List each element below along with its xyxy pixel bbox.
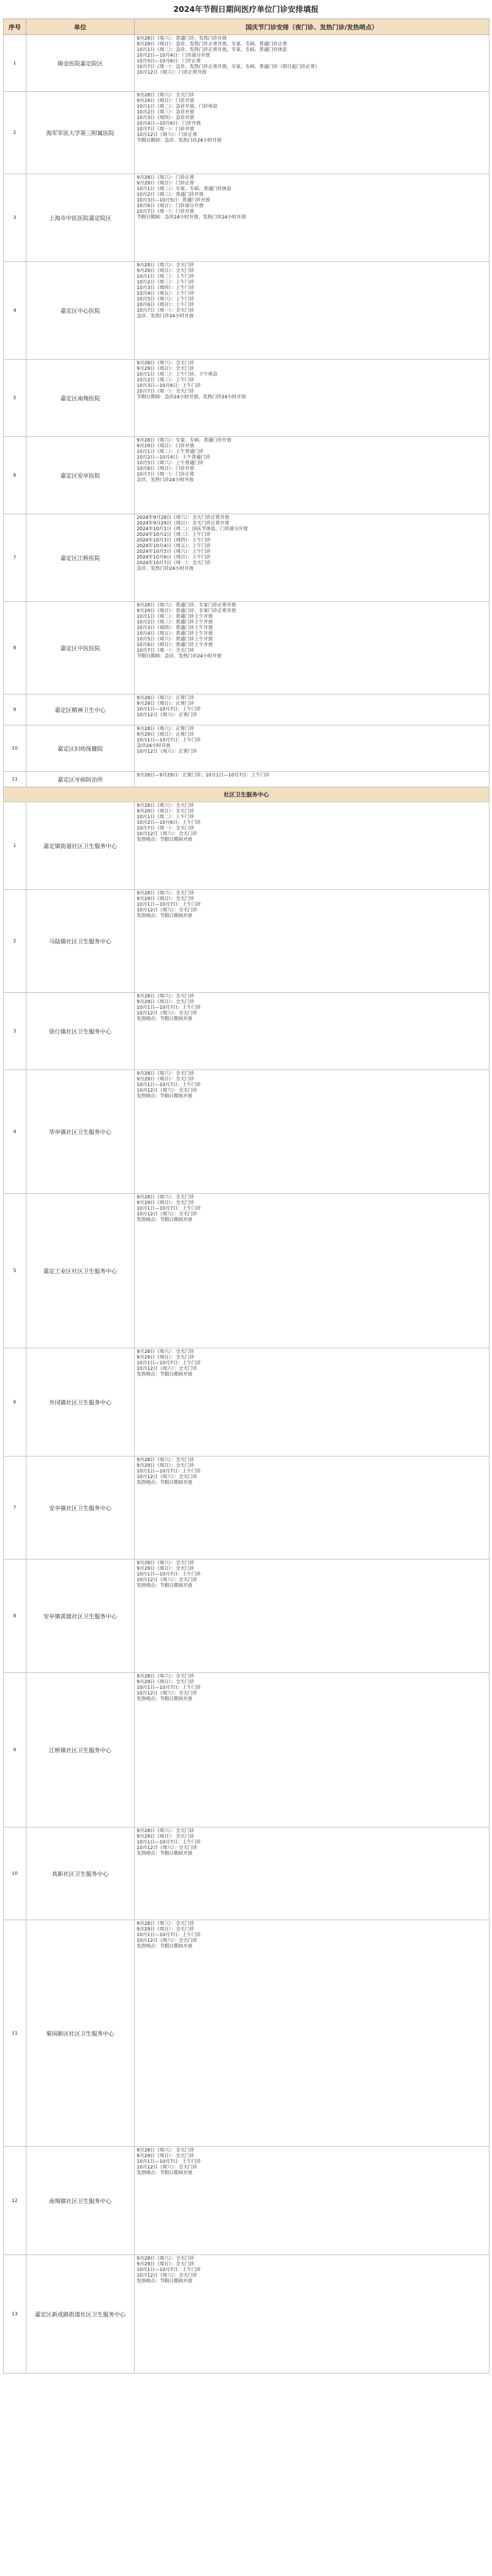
section-row (4, 787, 489, 802)
schedule-text: 9月28日（周六）：全天门诊 9月29日（周日）：全天门诊 10月1日—10月7日：上午门诊 10月12日（周六）：全天门诊 发热哨点：节假日期间开放 (135, 993, 489, 1070)
unit-name: 瑞金医院嘉定院区 (26, 35, 135, 92)
unit-name: 上海市中医医院嘉定院区 (26, 174, 135, 262)
table-row (4, 2147, 489, 2255)
table-row (4, 1673, 489, 1827)
row-index: 8 (4, 602, 26, 694)
schedule-text: 2024年9月28日（周六）：全天门诊正常开放 2024年9月29日（周日）：全天门诊正常开放 2024年10月1日（周二）：国庆节休息，门诊部分开放 2024年10月2日（周三）：上午门诊 2024年10月3日（周四）：上午门诊 2024年10月4日（周五）：上午门诊 2024年10月5日（周六）：上午门诊 2024年10月6日（周日）：上午门诊 2024年10月7日（周一）：全天门诊 急诊、发热门诊24小时开放 (135, 514, 489, 602)
row-index: 10 (4, 725, 26, 772)
header-index: 序号 (4, 19, 26, 35)
table-row (4, 1070, 489, 1194)
unit-name: 嘉定区中医医院 (26, 602, 135, 694)
header-row (4, 19, 489, 35)
header-schedule: 国庆节门诊安排（夜门诊、发热门诊/发热哨点） (135, 19, 489, 35)
unit-name: 真新社区卫生服务中心 (26, 1827, 135, 1920)
table-row (4, 1456, 489, 1560)
table-row (4, 890, 489, 993)
schedule-text: 9月28日（周六）：全天门诊 9月29日（周日）：全天门诊 10月1日—10月7日：上午门诊 10月12日（周六）：全天门诊 发热哨点：节假日期间开放 (135, 1348, 489, 1456)
row-index: 1 (4, 35, 26, 92)
unit-name: 嘉定区精神卫生中心 (26, 694, 135, 725)
schedule-table (3, 19, 489, 2374)
schedule-text: 9月28日（周六）：全天门诊 9月29日（周日）：全天门诊 10月1日—10月7日：上午门诊 10月12日（周六）：全天门诊 发热哨点：节假日期间开放 (135, 1827, 489, 1920)
unit-name: 嘉定区安亭医院 (26, 437, 135, 514)
table-row (4, 1348, 489, 1456)
row-index: 4 (4, 262, 26, 360)
table-row (4, 437, 489, 514)
schedule-text: 9月28日（周六）：全天门诊 9月29日（周日）：全天门诊 10月1日—10月7日：上午门诊 10月12日（周六）：全天门诊 发热哨点：节假日期间开放 (135, 1194, 489, 1348)
table-row (4, 514, 489, 602)
schedule-text: 9月28日（周六）：普通门诊、专家门诊正常开放 9月29日（周日）：普通门诊、专家门诊正常开放 10月1日（周二）：普通门诊上午开放 10月2日（周三）：普通门诊上午开放 10月3日（周四）：普通门诊上午开放 10月4日（周五）：普通门诊上午开放 10月5日（周六）：普通门诊上午开放 10月6日（周日）：普通门诊上午开放 10月7日（周一）：全天门诊 节假日期间：急诊、发热门诊24小时开放 (135, 602, 489, 694)
row-index: 7 (4, 1456, 26, 1560)
schedule-text: 9月28日（周六）：全天门诊 9月29日（周日）：全天门诊 10月1日（周二）：上午门诊 10月2日（周三）：上午门诊 10月3日（周四）：上午门诊 10月4日（周五）：上午门诊 10月5日（周六）：上午门诊 10月6日（周日）：上午门诊 10月7日（周一）：全天门诊 急诊、发热门诊24小时开放 (135, 262, 489, 360)
schedule-text: 9月28日（周六）：全天门诊 9月29日（周日）：全天门诊 10月1日—10月7日：上午门诊 10月12日（周六）：全天门诊 发热哨点：节假日期间开放 (135, 1920, 489, 2147)
row-index: 10 (4, 1827, 26, 1920)
unit-name: 安亭镇黄渡社区卫生服务中心 (26, 1560, 135, 1673)
table-row (4, 802, 489, 890)
unit-name: 嘉定区中心医院 (26, 262, 135, 360)
unit-name: 嘉定区妇幼保健院 (26, 725, 135, 772)
row-index: 11 (4, 1920, 26, 2147)
schedule-text: 9月28日（周六）：正常门诊 9月29日（周日）：正常门诊 10月1日—10月7日：上午门诊 急诊24小时开放 10月12日（周六）：正常门诊 (135, 725, 489, 772)
schedule-text: 9月28日（周六）：全天门诊 9月29日（周日）：全天门诊 10月1日—10月7日：上午门诊 10月12日（周六）：全天门诊 发热哨点：节假日期间开放 (135, 890, 489, 993)
row-index: 6 (4, 437, 26, 514)
unit-name: 海军军医大学第三附属医院 (26, 92, 135, 174)
schedule-text: 9月28日（周六）：专家、专病、普通门诊开放 9月29日（周日）：门诊开放 10月1日（周二）：上午普通门诊 10月2日—10月4日：上午普通门诊 10月5日（周六）：上午普通门诊 10月6日（周日）：门诊开放 10月7日（周一）：门诊正常 急诊、发热门诊24小时开放 (135, 437, 489, 514)
unit-name: 菊园新区社区卫生服务中心 (26, 1920, 135, 2147)
schedule-text: 9月28日—9月29日：正常门诊；10月1日—10月7日：上午门诊 (135, 772, 489, 787)
schedule-text: 9月28日（周六）：全天门诊 9月29日（周日）：全天门诊 10月1日（周二）：上午门诊 10月2日—10月6日：上午门诊 10月7日（周一）：全天门诊 10月12日（周六）：全天门诊 发热哨点：节假日期间开放 (135, 802, 489, 890)
schedule-text: 9月28日（周六）：全天门诊 9月29日（周日）：全天门诊 10月1日—10月7日：上午门诊 10月12日（周六）：全天门诊 发热哨点：节假日期间开放 (135, 1673, 489, 1827)
row-index: 1 (4, 802, 26, 890)
table-row (4, 174, 489, 262)
row-index: 4 (4, 1070, 26, 1194)
row-index: 3 (4, 993, 26, 1070)
unit-name: 南翔镇社区卫生服务中心 (26, 2147, 135, 2255)
schedule-text: 9月28日（周六）：全天门诊 9月29日（周日）：全天门诊 10月1日—10月7日：上午门诊 10月12日（周六）：全天门诊 发热哨点：节假日期间开放 (135, 1560, 489, 1673)
unit-name: 马陆镇社区卫生服务中心 (26, 890, 135, 993)
page-title: 2024年节假日期间医疗单位门诊安排填报 (173, 5, 319, 14)
table-row (4, 1194, 489, 1348)
row-index: 9 (4, 1673, 26, 1827)
schedule-text: 9月28日（周六）：全天门诊 9月29日（周日）：全天门诊 10月1日—10月7日：上午门诊 10月12日（周六）：全天门诊 发热哨点：节假日期间开放 (135, 1456, 489, 1560)
row-index: 8 (4, 1560, 26, 1673)
schedule-text: 9月28日（周六）：全天门诊 9月29日（周日）：全天门诊 10月1日—10月7日：上午门诊 10月12日（周六）：全天门诊 发热哨点：节假日期间开放 (135, 1070, 489, 1194)
unit-name: 外冈镇社区卫生服务中心 (26, 1348, 135, 1456)
schedule-text: 9月28日（周六）：全天门诊 9月29日（周日）：门诊开放 10月1日（周二）：急诊开放，门诊休息 10月2日（周三）：急诊开放 10月3日（周四）：急诊开放 10月4日—10月6日：门诊开放 10月7日（周一）：门诊开放 10月12日（周六）：门诊正常 节假日期间：急诊、发热门诊24小时开放 (135, 92, 489, 174)
table-row (4, 35, 489, 92)
unit-name: 徐行镇社区卫生服务中心 (26, 993, 135, 1070)
unit-name: 嘉定区江桥医院 (26, 514, 135, 602)
schedule-text: 9月28日（周六）：全天门诊 9月29日（周日）：全天门诊 10月1日（周二）：上午门诊，下午休息 10月2日（周三）：上午门诊 10月3日—10月6日：上午门诊 10月7日（周一）：全天门诊 节假日期间：急诊24小时开放，发热门诊24小时开放 (135, 360, 489, 437)
row-index: 5 (4, 360, 26, 437)
unit-name: 嘉定区南翔医院 (26, 360, 135, 437)
unit-name: 江桥镇社区卫生服务中心 (26, 1673, 135, 1827)
table-row (4, 2255, 489, 2374)
table-row (4, 1560, 489, 1673)
schedule-text: 9月28日（周六）：全天门诊 9月29日（周日）：全天门诊 10月1日—10月7日：上午门诊 10月12日（周六）：全天门诊 发热哨点：节假日期间开放 (135, 2147, 489, 2255)
table-row (4, 92, 489, 174)
row-index: 2 (4, 890, 26, 993)
section-title: 社区卫生服务中心 (4, 787, 489, 802)
row-index: 3 (4, 174, 26, 262)
unit-name: 安亭镇社区卫生服务中心 (26, 1456, 135, 1560)
row-index: 11 (4, 772, 26, 787)
row-index: 9 (4, 694, 26, 725)
schedule-text: 9月28日（周六）：门诊正常 9月29日（周日）：门诊正常 10月1日（周二）：专家、专病、普通门诊休息 10月2日（周三）：普通门诊开放 10月3日—10月5日：普通门诊开放 10月6日（周日）：门诊部分开放 10月7日（周一）：门诊开放 节假日期间：急诊24小时开放，发热门诊24小时开放 (135, 174, 489, 262)
table-row (4, 1827, 489, 1920)
schedule-text: 9月28日（周六）：全天门诊 9月29日（周日）：全天门诊 10月1日—10月7日：上午门诊 10月12日（周六）：全天门诊 发热哨点：节假日期间开放 (135, 2255, 489, 2374)
unit-name: 嘉定区新成路街道社区卫生服务中心 (26, 2255, 135, 2374)
row-index: 2 (4, 92, 26, 174)
unit-name: 嘉定镇街道社区卫生服务中心 (26, 802, 135, 890)
row-index: 5 (4, 1194, 26, 1348)
table-row (4, 602, 489, 694)
unit-name: 嘉定区牙病防治所 (26, 772, 135, 787)
row-index: 13 (4, 2255, 26, 2374)
row-index: 7 (4, 514, 26, 602)
table-row (4, 360, 489, 437)
row-index: 6 (4, 1348, 26, 1456)
schedule-text: 9月28日（周六）：普通门诊、发热门诊开放 9月29日（周日）：急诊、发热门诊正常开放，专家、专病、普通门诊正常 10月1日（周二）：急诊、发热门诊正常开放，专家、专病、普通门诊休息 10月2日—10月4日：门诊部分开放 10月5日—10月6日：门诊正常 10月7日（周一）：急诊、发热门诊正常开放，专家、专病、普通门诊（即日起门诊正常） 10月12日（周六）：门诊正常开放 (135, 35, 489, 92)
schedule-text: 9月28日（周六）：正常门诊 9月29日（周日）：正常门诊 10月1日—10月7日：上午门诊 10月12日（周六）：正常门诊 (135, 694, 489, 725)
table-row (4, 993, 489, 1070)
header-unit: 单位 (26, 19, 135, 35)
unit-name: 嘉定工业区社区卫生服务中心 (26, 1194, 135, 1348)
table-row (4, 725, 489, 772)
table-row (4, 694, 489, 725)
table-row (4, 1920, 489, 2147)
table-row (4, 772, 489, 787)
table-row (4, 262, 489, 360)
unit-name: 华亭镇社区卫生服务中心 (26, 1070, 135, 1194)
row-index: 12 (4, 2147, 26, 2255)
